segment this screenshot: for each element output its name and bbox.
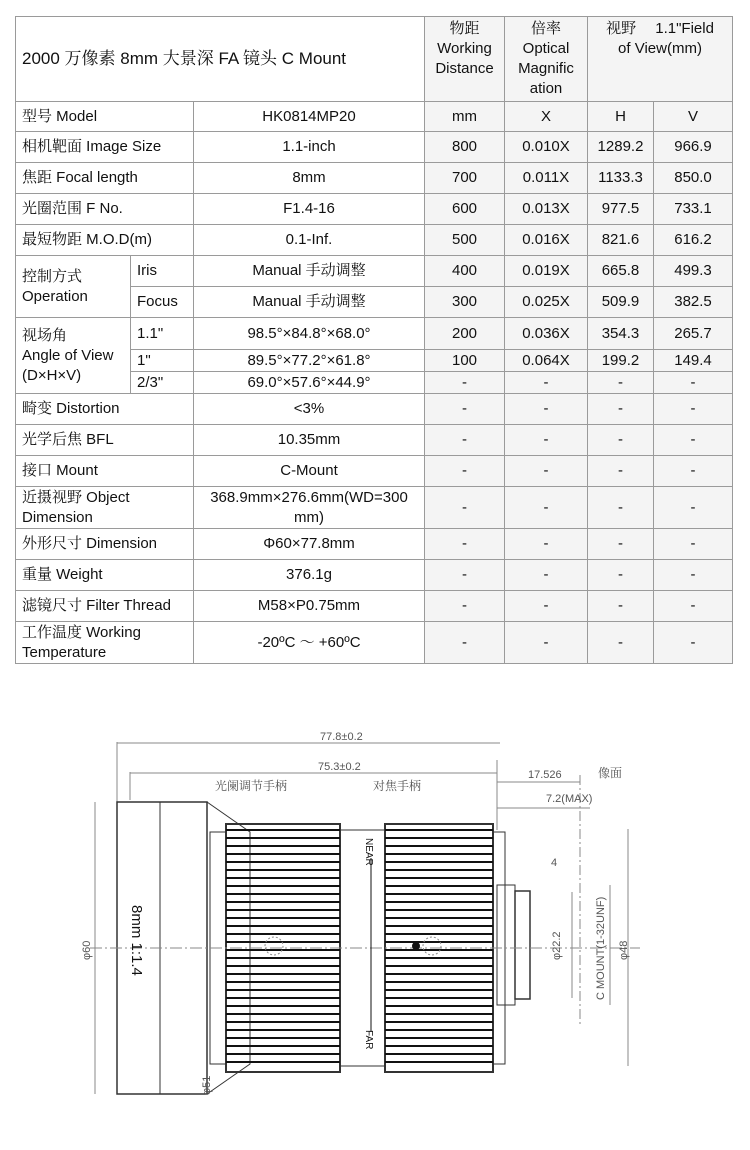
svg-text:φ22.2: φ22.2: [551, 931, 563, 960]
svg-text:φ48: φ48: [618, 940, 630, 960]
sensor-size: 1.1": [131, 318, 194, 350]
cell-fov-v: 499.3: [654, 256, 733, 287]
cell-working-distance: -: [425, 372, 505, 394]
cell-working-distance: -: [425, 529, 505, 560]
spec-value: 0.1-Inf.: [194, 225, 425, 256]
cell-working-distance: 800: [425, 132, 505, 163]
cell-magnification: 0.010X: [505, 132, 588, 163]
svg-text:17.526: 17.526: [528, 769, 562, 781]
svg-text:75.3±0.2: 75.3±0.2: [318, 761, 361, 773]
spec-label: 重量 Weight: [16, 560, 194, 591]
cell-working-distance: -: [425, 487, 505, 529]
unit-h: H: [588, 102, 654, 132]
cell-working-distance: 700: [425, 163, 505, 194]
cell-fov-v: 382.5: [654, 287, 733, 318]
spec-label: 光圈范围 F No.: [16, 194, 194, 225]
cell-magnification: -: [505, 622, 588, 664]
cell-fov-h: -: [588, 456, 654, 487]
cell-fov-v: 850.0: [654, 163, 733, 194]
operation-sub: Iris: [131, 256, 194, 287]
svg-text:8mm 1:1.4: 8mm 1:1.4: [128, 905, 145, 976]
cell-fov-v: 616.2: [654, 225, 733, 256]
cell-magnification: -: [505, 425, 588, 456]
cell-fov-h: -: [588, 372, 654, 394]
cell-fov-v: -: [654, 425, 733, 456]
svg-text:77.8±0.2: 77.8±0.2: [320, 731, 363, 743]
cell-fov-v: 149.4: [654, 350, 733, 372]
table-row: [16, 163, 733, 194]
cell-working-distance: -: [425, 622, 505, 664]
spec-label: 畸变 Distortion: [16, 394, 194, 425]
cell-fov-h: 665.8: [588, 256, 654, 287]
cell-magnification: -: [505, 456, 588, 487]
spec-value: <3%: [194, 394, 425, 425]
header-magnification: 倍率 Optical Magnific ation: [505, 17, 588, 102]
cell-working-distance: 500: [425, 225, 505, 256]
table-row: [16, 132, 733, 163]
svg-text:光阑调节手柄: 光阑调节手柄: [215, 779, 288, 793]
cell-magnification: -: [505, 372, 588, 394]
cell-magnification: -: [505, 529, 588, 560]
cell-magnification: 0.064X: [505, 350, 588, 372]
cell-fov-h: -: [588, 529, 654, 560]
cell-fov-v: 733.1: [654, 194, 733, 225]
cell-magnification: -: [505, 394, 588, 425]
spec-value: Φ60×77.8mm: [194, 529, 425, 560]
spec-value: HK0814MP20: [194, 102, 425, 132]
cell-fov-h: 1133.3: [588, 163, 654, 194]
spec-value: 8mm: [194, 163, 425, 194]
angle-value: 89.5°×77.2°×61.8°: [194, 350, 425, 372]
lens-drawing: [0, 720, 750, 1150]
spec-label: 工作温度 Working Temperature: [16, 622, 194, 664]
svg-text:φ51: φ51: [201, 1075, 213, 1095]
cell-working-distance: -: [425, 591, 505, 622]
spec-label: 相机靶面 Image Size: [16, 132, 194, 163]
table-row: [16, 529, 733, 560]
table-row: [16, 318, 733, 350]
unit-wd: mm: [425, 102, 505, 132]
spec-value: -20ºC ～ +60ºC: [194, 622, 425, 664]
table-row: [16, 560, 733, 591]
spec-value: 376.1g: [194, 560, 425, 591]
cell-fov-h: 1289.2: [588, 132, 654, 163]
spec-label: 最短物距 M.O.D(m): [16, 225, 194, 256]
cell-magnification: -: [505, 487, 588, 529]
spec-value: F1.4-16: [194, 194, 425, 225]
cell-fov-v: -: [654, 560, 733, 591]
cell-fov-v: -: [654, 456, 733, 487]
cell-fov-v: -: [654, 529, 733, 560]
cell-magnification: 0.019X: [505, 256, 588, 287]
angle-value: 98.5°×84.8°×68.0°: [194, 318, 425, 350]
operation-sub: Focus: [131, 287, 194, 318]
svg-text:像面: 像面: [598, 766, 623, 780]
table-row: [16, 622, 733, 664]
cell-working-distance: 400: [425, 256, 505, 287]
svg-text:NEAR: NEAR: [363, 838, 374, 866]
sensor-size: 1": [131, 350, 194, 372]
cell-fov-h: 821.6: [588, 225, 654, 256]
cell-working-distance: -: [425, 456, 505, 487]
table-row: [16, 591, 733, 622]
svg-text:φ60: φ60: [81, 940, 93, 960]
cell-fov-h: 977.5: [588, 194, 654, 225]
cell-working-distance: 600: [425, 194, 505, 225]
table-row: [16, 225, 733, 256]
cell-fov-h: -: [588, 560, 654, 591]
header-working-distance: 物距 Working Distance: [425, 17, 505, 102]
spec-label: 接口 Mount: [16, 456, 194, 487]
spec-label: 焦距 Focal length: [16, 163, 194, 194]
table-row: [16, 487, 733, 529]
spec-label: 外形尺寸 Dimension: [16, 529, 194, 560]
cell-magnification: 0.013X: [505, 194, 588, 225]
cell-fov-h: 509.9: [588, 287, 654, 318]
cell-fov-h: -: [588, 591, 654, 622]
unit-v: V: [654, 102, 733, 132]
cell-magnification: 0.036X: [505, 318, 588, 350]
spec-value: M58×P0.75mm: [194, 591, 425, 622]
spec-value: 1.1-inch: [194, 132, 425, 163]
cell-fov-h: -: [588, 394, 654, 425]
cell-magnification: 0.011X: [505, 163, 588, 194]
svg-text:7.2(MAX): 7.2(MAX): [546, 793, 593, 805]
operation-label: 控制方式 Operation: [16, 256, 131, 318]
header-field-of-view: 视野 1.1"Field of View(mm): [588, 17, 733, 102]
cell-fov-v: -: [654, 487, 733, 529]
svg-text:对焦手柄: 对焦手柄: [373, 779, 422, 793]
spec-value: C-Mount: [194, 456, 425, 487]
spec-table: [15, 16, 733, 664]
table-row: [16, 394, 733, 425]
cell-fov-v: -: [654, 622, 733, 664]
cell-magnification: 0.025X: [505, 287, 588, 318]
sensor-size: 2/3": [131, 372, 194, 394]
cell-fov-v: -: [654, 591, 733, 622]
svg-text:FAR: FAR: [363, 1030, 374, 1050]
spec-label: 型号 Model: [16, 102, 194, 132]
cell-fov-h: -: [588, 425, 654, 456]
cell-fov-h: -: [588, 622, 654, 664]
cell-working-distance: 200: [425, 318, 505, 350]
spec-value: 368.9mm×276.6mm(WD=300 mm): [194, 487, 425, 529]
cell-working-distance: -: [425, 425, 505, 456]
table-row: [16, 102, 733, 132]
angle-of-view-label: 视场角 Angle of View (D×H×V): [16, 318, 131, 394]
cell-magnification: 0.016X: [505, 225, 588, 256]
operation-value: Manual 手动调整: [194, 256, 425, 287]
cell-fov-v: -: [654, 394, 733, 425]
cell-fov-v: 265.7: [654, 318, 733, 350]
cell-working-distance: 100: [425, 350, 505, 372]
cell-working-distance: -: [425, 560, 505, 591]
table-title: 2000 万像素 8mm 大景深 FA 镜头 C Mount: [16, 17, 425, 102]
angle-value: 69.0°×57.6°×44.9°: [194, 372, 425, 394]
table-row: [16, 456, 733, 487]
table-row: [16, 194, 733, 225]
table-row: [16, 256, 733, 287]
svg-text:C MOUNT(1-32UNF): C MOUNT(1-32UNF): [595, 896, 607, 1000]
cell-working-distance: 300: [425, 287, 505, 318]
cell-magnification: -: [505, 591, 588, 622]
cell-fov-v: 966.9: [654, 132, 733, 163]
cell-fov-h: -: [588, 487, 654, 529]
cell-fov-h: 354.3: [588, 318, 654, 350]
operation-value: Manual 手动调整: [194, 287, 425, 318]
unit-mag: X: [505, 102, 588, 132]
svg-text:4: 4: [551, 857, 558, 869]
spec-value: 10.35mm: [194, 425, 425, 456]
cell-fov-v: -: [654, 372, 733, 394]
cell-fov-h: 199.2: [588, 350, 654, 372]
spec-label: 滤镜尺寸 Filter Thread: [16, 591, 194, 622]
table-row: [16, 425, 733, 456]
spec-label: 光学后焦 BFL: [16, 425, 194, 456]
spec-label: 近摄视野 Object Dimension: [16, 487, 194, 529]
cell-magnification: -: [505, 560, 588, 591]
cell-working-distance: -: [425, 394, 505, 425]
